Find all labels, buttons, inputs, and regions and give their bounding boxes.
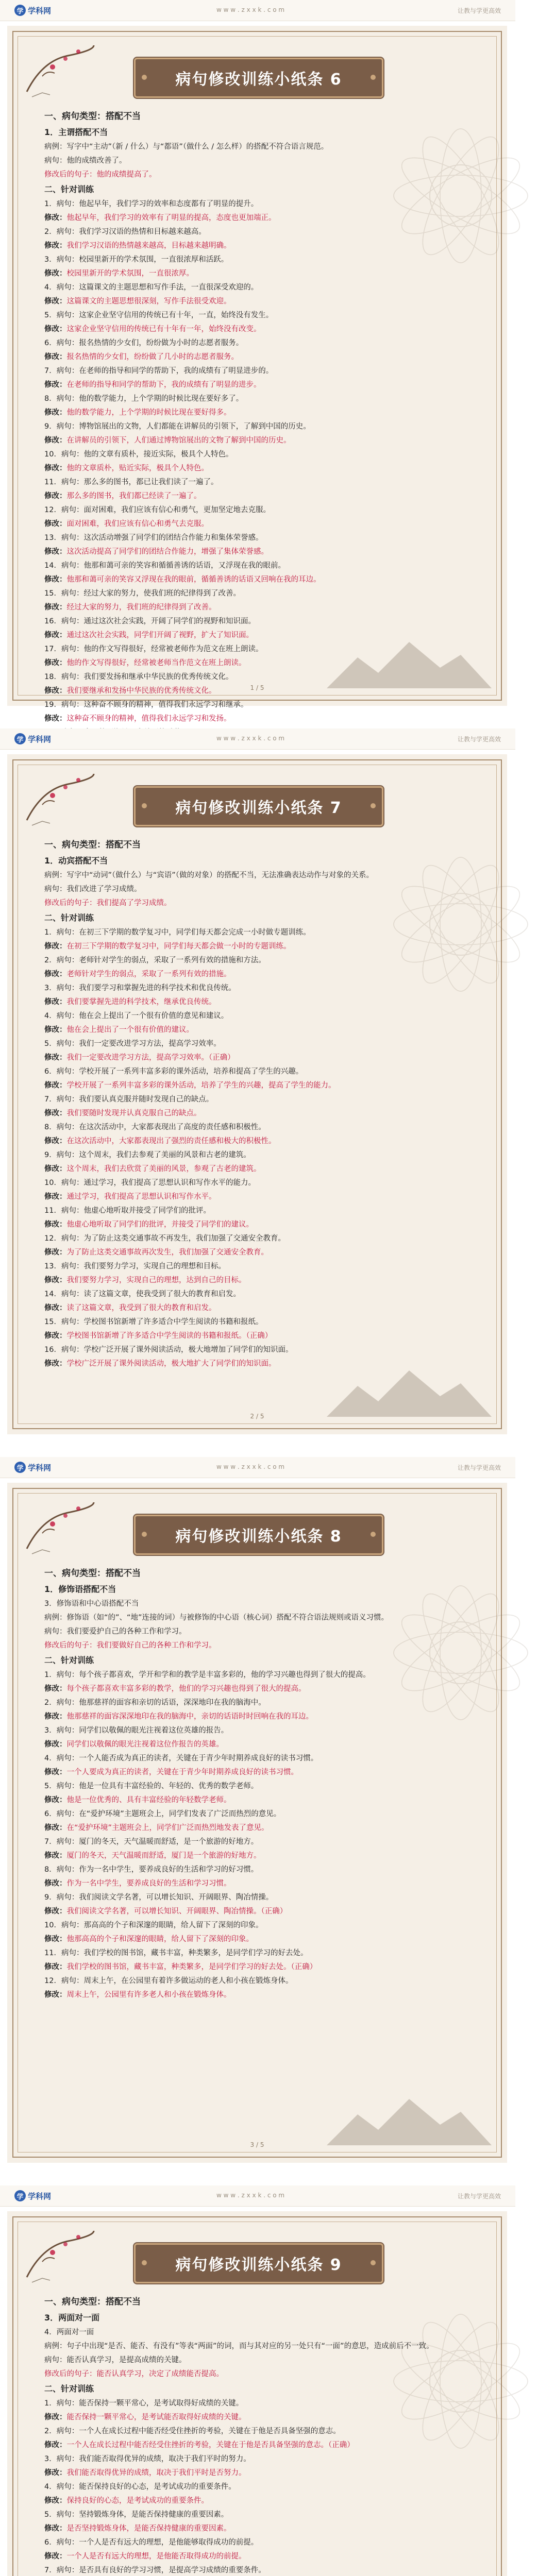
text-line: 3．病句：我们能否取得优异的成绩，取决于我们平时的努力。 — [44, 2455, 251, 2463]
revision-line — [44, 2494, 470, 2508]
subsection-heading: 1．主谓搭配不当 — [44, 127, 108, 137]
revision-line — [44, 1329, 470, 1343]
revision-label: 修改： — [44, 520, 67, 528]
page-header — [0, 728, 515, 750]
text-line: 8．病句：他的数学能力，上个学期的时候比现在要好多了。 — [44, 395, 244, 403]
answer-line: 修改后的句子：我们提高了学习成绩。 — [44, 899, 172, 907]
answer-text: 他虚心地听取了同学们的批评，并接受了同学们的建议。 — [66, 1221, 254, 1229]
answer-text: 他那高高的个子和深邃的眼睛，给人留下了深刻的印象。 — [66, 1935, 254, 1943]
text-line: 病句：能否认真学习，是提高成绩的关键。 — [44, 2356, 187, 2364]
text-line: 16．病句：学校广泛开展了课外阅读活动，极大地增加了同学们的知识面。 — [44, 1346, 293, 1354]
logo-icon: 学 — [14, 5, 26, 16]
text-line: 2．病句：我们学习汉语的热情和目标越来越高。 — [44, 228, 206, 236]
answer-line: 修改后的句子：能否认真学习，决定了成绩能否提高。 — [44, 2370, 224, 2378]
text-line: 4．病句：这篇课文的主题思想和写作手法，一直很深受欢迎的。 — [44, 283, 259, 292]
revision-line — [44, 1933, 470, 1946]
answer-text: 他的作文写得很好，经常被老师当作范文在班上朗读。 — [66, 659, 246, 667]
text-line: 12．病句：为了防止这类交通事故不再发生，我们加强了交通安全教育。 — [44, 1234, 285, 1243]
revision-label: 修改： — [44, 1963, 67, 1971]
revision-line — [44, 656, 470, 670]
page — [0, 2185, 515, 2576]
section-heading: 一、病句类型：搭配不当 — [44, 840, 141, 850]
text-line: 5．病句：我们一定要改进学习方法，提高学习效率。 — [44, 1040, 221, 1048]
revision-line — [44, 378, 470, 392]
text-line: 9．病句：博物馆展出的文物，人们都能在讲解员的引领下，了解到中国的历史。 — [44, 422, 311, 431]
section-heading: 一、病句类型：搭配不当 — [44, 2297, 141, 2307]
revision-line — [44, 295, 470, 309]
text-line: 病例：写字中“主动”（新 / 什么）与“都语”（做什么 / 怎么样）的搭配不符合语言规范。 — [44, 143, 329, 151]
revision-label: 修改： — [44, 1081, 67, 1090]
answer-text: 在初三下学期的数学复习中，同学们每天都会做一小时的专题训练。 — [66, 942, 291, 951]
revision-label: 修改： — [44, 381, 67, 389]
text-line: 15．病句：经过大家的努力，使我们班的纪律得到了改善。 — [44, 589, 241, 598]
revision-label: 修改： — [44, 2552, 67, 2561]
text-line: 病例：句子中出现“是否、能否、有没有”等表“两面”的词，而与其对应的另一处只有“一面”的意思，造成前后不一致。 — [44, 2342, 434, 2350]
text-line: 16．病句：通过这次社会实践，开阔了同学们的视野和知识面。 — [44, 617, 256, 625]
subsection-heading: 1．动宾搭配不当 — [44, 856, 108, 866]
text-line: 6．病句：学校开展了一系列丰富多彩的课外活动，培养和提高了学生的兴趣。 — [44, 1067, 304, 1076]
subsection-heading: 二、针对训练 — [44, 2384, 94, 2394]
title-banner — [134, 786, 383, 826]
answer-text: 他那慈祥的面容深深地印在我的脑海中，亲切的话语时时回响在我的耳边。 — [66, 1713, 313, 1721]
revision-line — [44, 434, 470, 448]
revision-line — [44, 489, 470, 503]
exercise-content — [44, 2294, 470, 2576]
revision-label: 修改： — [44, 1276, 67, 1284]
revision-label: 修改： — [44, 659, 67, 667]
page-header — [0, 2185, 515, 2207]
revision-line — [44, 1821, 470, 1835]
revision-label: 修改： — [44, 1026, 67, 1034]
text-line: 10．病句：他的文章有质朴，接近实际，极具个人特色。 — [44, 450, 233, 459]
answer-text: 保持良好的心态，是考试成功的重要条件。 — [66, 2497, 209, 2505]
page-title: 病句修改训练小纸条 9 — [175, 2256, 342, 2274]
text-line: 病例：修饰语（如“的”、“地”连接的词）与被修饰的中心语（核心词）搭配不符合语法规则或语义习惯。 — [44, 1614, 389, 1622]
text-line: 7．病句：我们要认真克服并随时发现自己的缺点。 — [44, 1095, 214, 1104]
revision-line — [44, 1218, 470, 1232]
text-line: 2．病句：老师针对学生的弱点，采取了一系列有效的措施和方法。 — [44, 956, 266, 964]
answer-text: 我们能否取得优异的成绩，取决于我们平时是否努力。 — [66, 2469, 246, 2477]
site-url: w w w . z x x k . c o m — [216, 735, 285, 742]
text-line: 3．修饰语和中心语搭配不当 — [44, 1600, 139, 1608]
revision-label: 修改： — [44, 2413, 67, 2421]
revision-line — [44, 712, 470, 726]
exercise-content — [44, 1565, 470, 2002]
answer-text: 这家企业坚守信用的传统已有十年有一年，始终没有改变。 — [66, 325, 261, 333]
revision-line — [44, 995, 470, 1009]
brand-logo — [14, 5, 51, 16]
worksheet — [7, 754, 507, 1434]
text-line: 4．病句：能否保持良好的心态，是考试成功的重要条件。 — [44, 2483, 236, 2491]
revision-line — [44, 350, 470, 364]
text-line: 4．病句：一个人能否成为真正的读者，关键在于青少年时期养成良好的读书习惯。 — [44, 1754, 318, 1762]
revision-line — [44, 2438, 470, 2452]
revision-label: 修改： — [44, 2524, 67, 2533]
answer-text: 报名热情的少女们，纷纷做了几小时的志愿者服务。 — [66, 353, 239, 361]
answer-text: 他起早年，我们学习的效率有了明显的提高，态度也更加端正。 — [66, 214, 276, 222]
revision-label: 修改： — [44, 464, 67, 472]
answer-text: 在“爱护环境”主题班会上，同学们广泛而热烈地发表了意见。 — [66, 1824, 269, 1832]
answer-text: 是否坚持锻炼身体，是能否保持健康的重要因素。 — [66, 2524, 231, 2533]
revision-label: 修改： — [44, 353, 67, 361]
text-line: 病例：写字中“动词”（做什么）与“宾语”（做的对象）的搭配不当，无法准确表达动作与对象的关系。 — [44, 871, 374, 879]
revision-label: 修改： — [44, 1248, 67, 1257]
revision-line — [44, 1849, 470, 1863]
page-title: 病句修改训练小纸条 8 — [175, 1528, 342, 1546]
page-title: 病句修改训练小纸条 6 — [175, 71, 342, 89]
logo-icon: 学 — [14, 2190, 26, 2201]
answer-text: 在这次活动中，大家都表现出了强烈的责任感和极大的积极性。 — [66, 1137, 276, 1145]
text-line: 1．病句：每个孩子都喜欢，学开和学和的教学是丰富多彩的，他的学习兴趣也得到了很大的提高。 — [44, 1671, 371, 1679]
answer-text: 周末上午，公园里有许多老人和小孩在锻炼身体。 — [66, 1991, 231, 1999]
text-line: 2．病句：一个人在成长过程中能否经受住挫折的考验，关键在于他是否具备坚强的意志。 — [44, 2427, 341, 2435]
answer-text: 我们要努力学习，实现自己的理想，达到自己的目标。 — [66, 1276, 246, 1284]
revision-line — [44, 2522, 470, 2536]
text-line: 11．病句：我们学校的图书馆，藏书丰富，种类繁多，是同学们学习的好去处。 — [44, 1949, 308, 1957]
revision-line — [44, 1107, 470, 1121]
answer-text: 学校广泛开展了课外阅读活动，极大地扩大了同学们的知识面。 — [66, 1360, 276, 1368]
site-url: w w w . z x x k . c o m — [216, 1463, 285, 1470]
text-line: 3．病句：同学们以敬佩的眼光注视着这位英雄的报告。 — [44, 1726, 229, 1735]
site-url: w w w . z x x k . c o m — [216, 2192, 285, 2199]
answer-text: 我们阅读文学名著，可以增长知识、开阔眼界、陶冶情操。（正确） — [66, 1907, 288, 1916]
answer-text: 他的数学能力，上个学期的时候比现在要好得多。 — [66, 409, 231, 417]
answer-text: 作为一名中学生，要养成良好的生活和学习习惯。 — [66, 1879, 231, 1888]
answer-text: 在老师的指导和同学的帮助下，我的成绩有了明显的进步。 — [66, 381, 261, 389]
revision-label: 修改： — [44, 1221, 67, 1229]
answer-text: 学校图书馆新增了许多适合中学生阅读的书籍和报纸。（正确） — [66, 1332, 273, 1340]
answer-text: 他那和蔼可亲的笑容又浮现在我的眼前，循循善诱的话语又回响在我的耳边。 — [66, 575, 321, 584]
logo-text: 学科网 — [28, 734, 52, 744]
title-banner — [134, 1515, 383, 1555]
subsection-heading: 3．两面对一面 — [44, 2313, 100, 2323]
revision-line — [44, 1960, 470, 1974]
answer-text: 我们要随时发现并认真克服自己的缺点。 — [66, 1109, 201, 1117]
answer-text: 这篇课文的主题思想很深刻，写作手法很受欢迎。 — [66, 297, 231, 306]
revision-label: 修改： — [44, 2441, 67, 2449]
revision-label: 修改： — [44, 2469, 67, 2477]
revision-label: 修改： — [44, 1740, 67, 1749]
revision-label: 修改： — [44, 2497, 67, 2505]
text-line: 3．病句：校园里新开的学术氛围，一直很浓厚和活跃。 — [44, 256, 229, 264]
text-line: 病句：我们改进了学习成绩。 — [44, 885, 142, 893]
text-line: 1．病句：在初三下学期的数学复习中，同学们每天都会完成一小时做专题训练。 — [44, 928, 311, 937]
text-line: 15．病句：学校图书馆新增了许多适合中学生阅读的书籍和报纸。 — [44, 1318, 263, 1326]
text-line: 病句：我们要爱护自己的各种工作和学习。 — [44, 1628, 187, 1636]
text-line: 1．病句：能否保持一颗平常心，是考试取得好成绩的关键。 — [44, 2399, 244, 2408]
answer-line: 修改后的句子：他的成绩提高了。 — [44, 171, 157, 179]
revision-line — [44, 323, 470, 336]
revision-label: 修改： — [44, 1137, 67, 1145]
revision-line — [44, 1246, 470, 1260]
revision-label: 修改： — [44, 1360, 67, 1368]
text-line: 10．病句：通过学习，我们提高了思想认识和写作水平的能力。 — [44, 1179, 256, 1187]
text-line: 13．病句：我们要努力学习，实现自己的理想和目标。 — [44, 1262, 226, 1270]
text-line: 9．病句：我们阅读文学名著，可以增长知识、开阔眼界、陶冶情操。 — [44, 1893, 274, 1902]
revision-line — [44, 629, 470, 642]
page-header — [0, 1457, 515, 1478]
answer-text: 面对困难，我们应该有信心和勇气去克服。 — [66, 520, 209, 528]
revision-label: 修改： — [44, 1879, 67, 1888]
answer-text: 他的文章质朴，贴近实际，极具个人特色。 — [66, 464, 209, 472]
text-line: 8．病句：在这次活动中，大家都表现出了高度的责任感和积极性。 — [44, 1123, 266, 1131]
answer-text: 能否保持一颗平常心，是考试能否取得好成绩的关键。 — [66, 2413, 246, 2421]
logo-icon: 学 — [14, 1462, 26, 1473]
revision-line — [44, 2466, 470, 2480]
revision-label: 修改： — [44, 970, 67, 978]
subsection-heading: 1．修饰语搭配不当 — [44, 1584, 116, 1594]
mountain-icon — [327, 2089, 492, 2147]
answer-text: 一个人在成长过程中能否经受住挫折的考验，关键在于他是否具备坚强的意志。（正确） — [66, 2441, 355, 2449]
revision-label: 修改： — [44, 269, 67, 278]
plum-blossom-icon — [22, 1497, 99, 1561]
text-line: 7．病句：在老师的指导和同学的帮助下，我的成绩有了明显进步的。 — [44, 367, 274, 375]
revision-label: 修改： — [44, 297, 67, 306]
revision-label: 修改： — [44, 436, 67, 445]
revision-label: 修改： — [44, 214, 67, 222]
slogan: 让教与学更高效 — [457, 2193, 501, 2200]
revision-line — [44, 1051, 470, 1065]
revision-label: 修改： — [44, 1165, 67, 1173]
logo-icon: 学 — [14, 733, 26, 744]
revision-line — [44, 1766, 470, 1780]
section-heading: 一、病句类型：搭配不当 — [44, 1568, 141, 1579]
text-line: 14．病句：他那和蔼可亲的笑容和循循善诱的话语，又浮现在我的眼前。 — [44, 562, 285, 570]
revision-label: 修改： — [44, 1907, 67, 1916]
revision-label: 修改： — [44, 548, 67, 556]
page-header — [0, 0, 515, 21]
answer-text: 我们要继承和发扬中华民族的优秀传统文化。 — [66, 687, 216, 695]
brand-logo — [14, 1462, 51, 1473]
page-title: 病句修改训练小纸条 7 — [175, 799, 342, 817]
answer-text: 这个周末，我们去欣赏了美丽的风景，参观了古老的建筑。 — [66, 1165, 261, 1173]
revision-label: 修改： — [44, 1109, 67, 1117]
revision-line — [44, 2411, 470, 2425]
answer-text: 每个孩子都喜欢丰富多彩的教学，他们的学习兴趣也得到了很大的提高。 — [66, 1685, 306, 1693]
answer-text: 这种奋不顾身的精神，值得我们永远学习和发扬。 — [66, 715, 231, 723]
exercise-content — [44, 108, 470, 754]
worksheet — [7, 2211, 507, 2576]
text-line: 13．病句：这次活动增强了同学们的团结合作能力和集体荣誉感。 — [44, 534, 263, 542]
answer-text: 我们一定要改进学习方法，提高学习效率。（正确） — [66, 1054, 235, 1062]
revision-line — [44, 968, 470, 981]
text-line: 6．病句：在“爱护环境”主题班会上，同学们发表了广泛而热烈的意见。 — [44, 1810, 281, 1818]
revision-label: 修改： — [44, 1054, 67, 1062]
answer-text: 他是一位优秀的、具有丰富经验的年轻数学老师。 — [66, 1796, 231, 1804]
revision-line — [44, 267, 470, 281]
plum-blossom-icon — [22, 769, 99, 833]
page-number: 3 / 5 — [250, 2141, 264, 2148]
revision-label: 修改： — [44, 631, 67, 639]
revision-line — [44, 573, 470, 587]
answer-text: 通过这次社会实践，同学们开阔了视野，扩大了知识面。 — [66, 631, 254, 639]
revision-line — [44, 1738, 470, 1752]
text-line: 7．病句：厦门的冬天，天气温暖而舒适，是一个旅游的好地方。 — [44, 1838, 259, 1846]
revision-label: 修改： — [44, 1824, 67, 1832]
text-line: 8．病句：作为一名中学生，要养成良好的生活和学习的好习惯。 — [44, 1866, 259, 1874]
revision-line — [44, 1793, 470, 1807]
revision-line — [44, 1274, 470, 1287]
page — [0, 728, 515, 1457]
revision-line — [44, 406, 470, 420]
revision-line — [44, 545, 470, 559]
revision-label: 修改： — [44, 1713, 67, 1721]
answer-text: 老师针对学生的弱点，采取了一系列有效的措施。 — [66, 970, 231, 978]
text-line: 病句：他的成绩改善了。 — [44, 157, 127, 165]
site-url: w w w . z x x k . c o m — [216, 6, 285, 13]
revision-line — [44, 239, 470, 253]
text-line: 19．病句：这种奋不顾身的精神，值得我们永远学习和继承。 — [44, 701, 248, 709]
text-line: 5．病句：这家企业坚守信用的传统已有十年，一直，始终没有发生。 — [44, 311, 274, 319]
revision-line — [44, 1190, 470, 1204]
revision-line — [44, 940, 470, 954]
answer-text: 那么多的图书，我们都已经读了一遍了。 — [66, 492, 201, 500]
text-line: 11．病句：那么多的图书，都已让我们读了一遍了。 — [44, 478, 218, 486]
answer-text: 一个人是否有远大的理想，是他能否取得成功的前提。 — [66, 2552, 246, 2561]
logo-text: 学科网 — [28, 1463, 52, 1472]
revision-line — [44, 1357, 470, 1371]
answer-text: 在讲解员的引领下，人们通过博物馆展出的文物了解到中国的历史。 — [66, 436, 291, 445]
page — [0, 1457, 515, 2185]
brand-logo — [14, 733, 51, 744]
worksheet — [7, 1483, 507, 2163]
revision-line — [44, 1682, 470, 1696]
revision-label: 修改： — [44, 242, 67, 250]
slogan: 让教与学更高效 — [457, 736, 501, 743]
answer-text: 同学们以敬佩的眼光注视着这位作报告的英雄。 — [66, 1740, 224, 1749]
revision-label: 修改： — [44, 1193, 67, 1201]
revision-line — [44, 601, 470, 615]
subsection-heading: 二、针对训练 — [44, 913, 94, 923]
revision-line — [44, 1301, 470, 1315]
page-number: 1 / 5 — [250, 684, 264, 691]
text-line: 4．病句：他在会上提出了一个很有价值的意见和建议。 — [44, 1012, 229, 1020]
answer-text: 学校开展了一系列丰富多彩的课外活动，培养了学生的兴趣，提高了学生的能力。 — [66, 1081, 336, 1090]
revision-label: 修改： — [44, 1332, 67, 1340]
revision-label: 修改： — [44, 1852, 67, 1860]
page-number: 2 / 5 — [250, 1413, 264, 1420]
text-line: 3．病句：我们要学习和掌握先进的科学技术和优良传统。 — [44, 984, 236, 992]
revision-line — [44, 1134, 470, 1148]
text-line: 6．病句：报名热情的少女们，纷纷做为小时的志愿者服务。 — [44, 339, 244, 347]
revision-line — [44, 517, 470, 531]
text-line: 10．病句：那高高的个子和深邃的眼睛，给人留下了深刻的印象。 — [44, 1921, 263, 1929]
text-line: 9．病句：这个周末，我们去参观了美丽的风景和古老的建筑。 — [44, 1151, 251, 1159]
text-line: 2．病句：他那慈祥的面容和亲切的话语，深深地印在我的脑海中。 — [44, 1699, 266, 1707]
title-banner — [134, 58, 383, 98]
brand-logo — [14, 2190, 51, 2201]
revision-label: 修改： — [44, 1796, 67, 1804]
slogan: 让教与学更高效 — [457, 7, 501, 14]
text-line: 17．病句：他的作文写得很好，经常被老师作为范文在班上朗读。 — [44, 645, 263, 653]
revision-line — [44, 1905, 470, 1919]
answer-text: 经过大家的努力，我们班的纪律得到了改善。 — [66, 603, 216, 612]
text-line: 5．病句：他是一位具有丰富经验的、年轻的、优秀的数学老师。 — [44, 1782, 259, 1790]
revision-line — [44, 1877, 470, 1891]
answer-text: 我们要掌握先进的科学技术，继承优良传统。 — [66, 998, 216, 1006]
exercise-content — [44, 837, 470, 1371]
revision-line — [44, 211, 470, 225]
text-line: 14．病句：读了这篇文章，使我受到了很大的教育和启发。 — [44, 1290, 241, 1298]
section-heading: 一、病句类型：搭配不当 — [44, 111, 141, 122]
answer-text: 我们学习汉语的热情越来越高，目标越来越明确。 — [66, 242, 231, 250]
answer-text: 校园里新开的学术氛围，一直很浓厚。 — [66, 269, 194, 278]
text-line: 6．病句：一个人是否有远大的理想，是他能够取得成功的前提。 — [44, 2538, 259, 2547]
revision-label: 修改： — [44, 1685, 67, 1693]
title-banner — [134, 2243, 383, 2283]
revision-label: 修改： — [44, 409, 67, 417]
answer-text: 厦门的冬天，天气温暖而舒适，厦门是一个旅游的好地方。 — [66, 1852, 261, 1860]
revision-label: 修改： — [44, 325, 67, 333]
worksheet — [7, 26, 507, 723]
subsection-heading: 二、针对训练 — [44, 1655, 94, 1665]
revision-label: 修改： — [44, 575, 67, 584]
text-line: 5．病句：坚持锻炼身体，是能否保持健康的重要因素。 — [44, 2511, 229, 2519]
revision-label: 修改： — [44, 942, 67, 951]
revision-line — [44, 1162, 470, 1176]
answer-text: 通过学习，我们提高了思想认识和写作水平。 — [66, 1193, 216, 1201]
answer-text: 为了防止这类交通事故再次发生，我们加强了交通安全教育。 — [66, 1248, 268, 1257]
text-line: 18．病句：我们要发扬和继承中华民族的优秀传统文化。 — [44, 673, 233, 681]
slogan: 让教与学更高效 — [457, 1464, 501, 1471]
revision-label: 修改： — [44, 1935, 67, 1943]
logo-text: 学科网 — [28, 6, 52, 15]
revision-label: 修改： — [44, 687, 67, 695]
revision-label: 修改： — [44, 715, 67, 723]
answer-line: 修改后的句子：我们要做好自己的各种工作和学习。 — [44, 1641, 216, 1650]
logo-text: 学科网 — [28, 2191, 52, 2201]
revision-line — [44, 1710, 470, 1724]
text-line: 11．病句：他虚心地听取并接受了同学们的批评。 — [44, 1207, 211, 1215]
revision-label: 修改： — [44, 998, 67, 1006]
revision-label: 修改： — [44, 603, 67, 612]
text-line: 4．两面对一面 — [44, 2328, 94, 2336]
revision-line — [44, 1023, 470, 1037]
revision-label: 修改： — [44, 1768, 67, 1776]
subsection-heading: 二、针对训练 — [44, 184, 94, 194]
revision-label: 修改： — [44, 1991, 67, 1999]
revision-line — [44, 1988, 470, 2002]
text-line: 12．病句：面对困难，我们应该有信心和勇气，更加坚定地去克服。 — [44, 506, 271, 514]
answer-text: 这次活动提高了同学们的团结合作能力，增强了集体荣誉感。 — [66, 548, 268, 556]
page — [0, 0, 515, 728]
text-line: 1．病句：他起早年，我们学习的效率和态度都有了明显的提升。 — [44, 200, 259, 208]
revision-line — [44, 1079, 470, 1093]
plum-blossom-icon — [22, 40, 99, 104]
revision-line — [44, 2550, 470, 2564]
revision-label: 修改： — [44, 1304, 67, 1312]
revision-label: 修改： — [44, 492, 67, 500]
text-line: 7．病句：是否具有良好的学习习惯，是提高学习成绩的重要条件。 — [44, 2566, 266, 2574]
answer-text: 我们学校的图书馆，藏书丰富，种类繁多，是同学们学习的好去处。（正确） — [66, 1963, 317, 1971]
answer-text: 他在会上提出了一个很有价值的建议。 — [66, 1026, 194, 1034]
answer-text: 读了这篇文章，我受到了很大的教育和启发。 — [66, 1304, 216, 1312]
answer-text: 一个人要成为真正的读者，关键在于青少年时期养成良好的读书习惯。 — [66, 1768, 298, 1776]
text-line: 12．病句：周末上午，在公园里有着许多做运动的老人和小孩在锻炼身体。 — [44, 1977, 293, 1985]
plum-blossom-icon — [22, 2226, 99, 2290]
revision-line — [44, 462, 470, 476]
